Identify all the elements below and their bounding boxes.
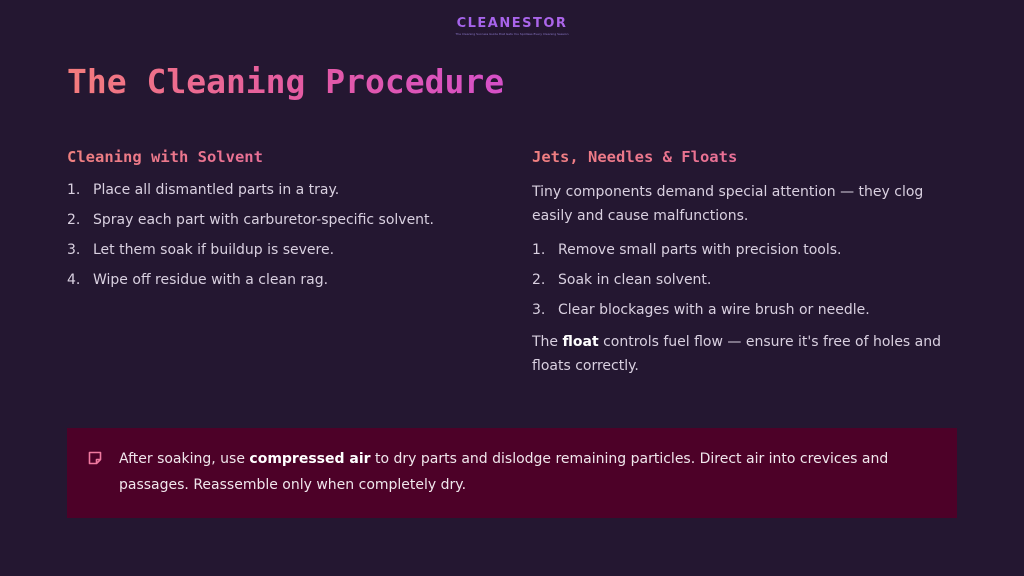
brand-logo (0, 16, 1024, 36)
list-item: 2. Spray each part with carburetor-specific solvent. (67, 212, 434, 228)
solvent-steps (67, 180, 487, 290)
list-item: 1. Place all dismantled parts in a tray. (67, 182, 340, 198)
jets-steps (532, 240, 962, 320)
list-item: 4. Wipe off residue with a clean rag. (67, 272, 329, 288)
callout-text: After soaking, use compressed air to dry parts and dislodge remaining particles. Direct air into crevices and passages. Reassemble only when completely dry. (119, 451, 889, 493)
solvent-section (67, 148, 487, 300)
jets-intro: Tiny components demand special attention — they clog easily and cause malfunctions. (532, 184, 924, 224)
list-item: 1. Remove small parts with precision tools. (532, 242, 842, 258)
solvent-heading: Cleaning with Solvent (67, 148, 487, 166)
list-item: 2. Soak in clean solvent. (532, 272, 712, 288)
float-note: The float controls fuel flow — ensure it's free of holes and floats correctly. (532, 334, 942, 374)
jets-section (532, 148, 962, 390)
note-icon (87, 446, 119, 518)
page-title: The Cleaning Procedure (67, 62, 505, 101)
list-item: 3. Clear blockages with a wire brush or needle. (532, 302, 870, 318)
tip-callout (67, 428, 957, 518)
jets-heading: Jets, Needles & Floats (532, 148, 962, 166)
list-item: 3. Let them soak if buildup is severe. (67, 242, 335, 258)
logo-wordmark: CLEANESTOR (0, 16, 1024, 31)
logo-tagline: The Cleaning Success Guide that Gets You Spotless Every Cleaning Session (455, 32, 569, 36)
